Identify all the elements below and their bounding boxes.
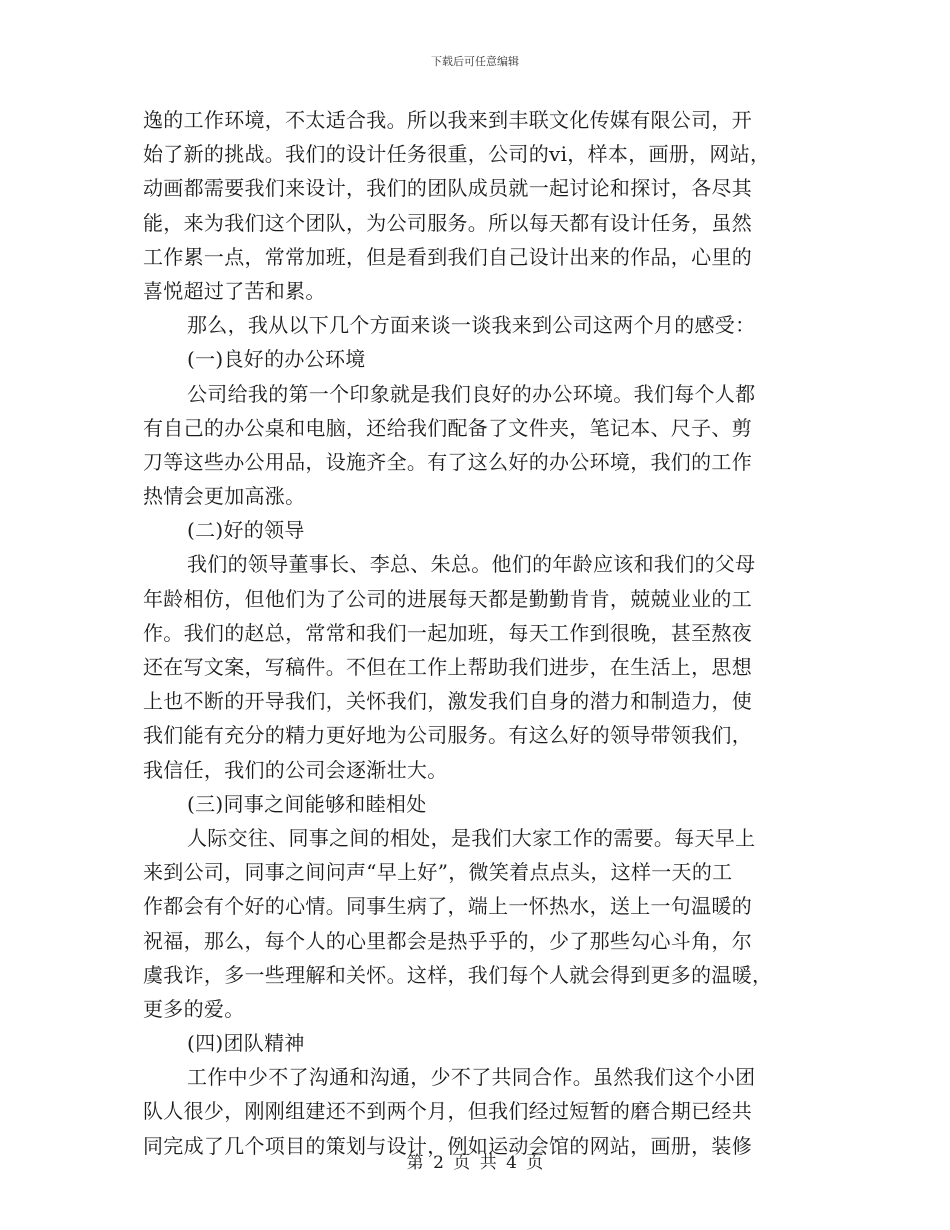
text-line: 同完成了几个项目的策划与设计，例如运动会馆的网站，画册，装修 (143, 1133, 752, 1158)
text-line: 作。我们的赵总，常常和我们一起加班，每天工作到很晚，甚至熬夜 (143, 620, 752, 645)
text-line: 能，来为我们这个团队，为公司服务。所以每天都有设计任务，虽然 (143, 210, 752, 235)
text-line: 年龄相仿，但他们为了公司的进展每天都是勤勤肯肯，兢兢业业的工 (143, 586, 752, 611)
text-line: 有自己的办公桌和电脑，还给我们配备了文件夹，笔记本、尺子、剪 (143, 415, 752, 440)
text-line: 虞我诈，多一些理解和关怀。这样，我们每个人就会得到更多的温暖， (143, 962, 773, 987)
document-body (143, 103, 807, 1163)
text-line: 工作累一点，常常加班，但是看到我们自己设计出来的作品，心里的 (143, 244, 752, 269)
section-heading: (四)团队精神 (187, 1031, 305, 1056)
text-line: 那么，我从以下几个方面来谈一谈我来到公司这两个月的感受： (187, 313, 756, 338)
text-line: 队人很少，刚刚组建还不到两个月，但我们经过短暂的磨合期已经共 (143, 1099, 752, 1124)
text-line: 祝福，那么，每个人的心里都会是热乎乎的，少了那些勾心斗角，尔 (143, 928, 752, 953)
page-header: 下载后可任意编辑 (431, 55, 519, 68)
text-line: 我们能有充分的精力更好地为公司服务。有这么好的领导带领我们， (143, 723, 752, 748)
text-line: 来到公司，同事之间问声“早上好”，微笑着点点头，这样一天的工 (143, 860, 733, 885)
page-footer: 第 2 页 共 4 页 (406, 1153, 544, 1173)
text-line: 逸的工作环境，不太适合我。所以我来到丰联文化传媒有限公司，开 (143, 108, 752, 132)
text-line: 热情会更加高涨。 (143, 484, 306, 509)
section-heading: (二)好的领导 (187, 518, 305, 543)
text-line: 始了新的挑战。我们的设计任务很重，公司的vi，样本，画册，网站， (143, 142, 771, 167)
text-line: 我们的领导董事长、李总、朱总。他们的年龄应该和我们的父母 (187, 552, 756, 577)
text-line: 作都会有个好的心情。同事生病了，端上一怀热水，送上一句温暖的 (143, 894, 752, 919)
text-line: 上也不断的开导我们，关怀我们，激发我们自身的潜力和制造力，使 (143, 689, 752, 714)
text-line: 工作中少不了沟通和沟通，少不了共同合作。虽然我们这个小团 (187, 1065, 756, 1090)
text-line: 人际交往、同事之间的相处，是我们大家工作的需要。每天早上 (187, 825, 756, 850)
text-line: 公司给我的第一个印象就是我们良好的办公环境。我们每个人都 (187, 381, 756, 406)
text-line: 刀等这些办公用品，设施齐全。有了这么好的办公环境，我们的工作 (143, 449, 752, 474)
text-line: 喜悦超过了苦和累。 (143, 278, 326, 303)
section-heading: (一)良好的办公环境 (187, 347, 366, 372)
section-heading: (三)同事之间能够和睦相处 (187, 791, 427, 816)
text-line: 我信任，我们的公司会逐渐壮大。 (143, 757, 448, 782)
text-line: 动画都需要我们来设计，我们的团队成员就一起讨论和探讨，各尽其 (143, 176, 752, 201)
text-line: 更多的爱。 (143, 996, 245, 1021)
text-line: 还在写文案，写稿件。不但在工作上帮助我们进步，在生活上，思想 (143, 655, 752, 679)
